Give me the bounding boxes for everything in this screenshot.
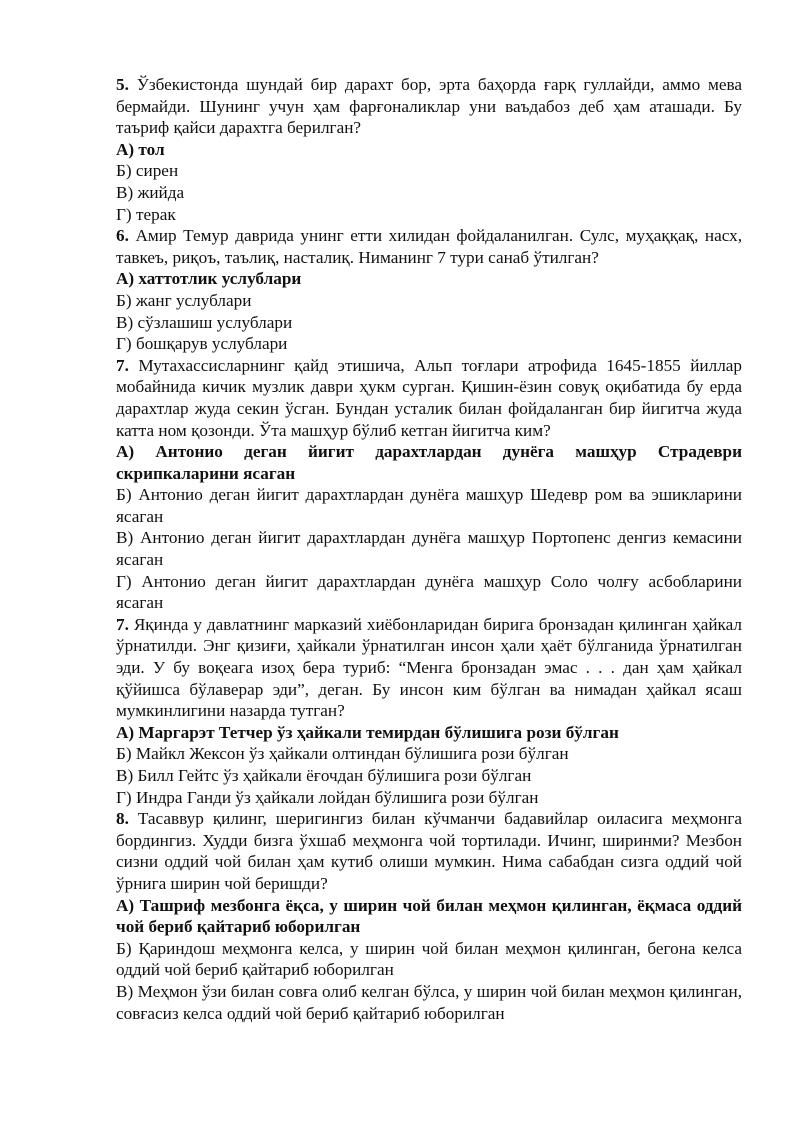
question-number: 7.	[116, 614, 129, 634]
answer-option: В) Антонио деган йигит дарахтлардан дунёга машҳур Портопенс денгиз кемасини ясаган	[116, 528, 742, 570]
answer-option: Б) Майкл Жексон ўз ҳайкали олтиндан бўлишига рози бўлган	[116, 744, 569, 764]
answer-option: Б) Антонио деган йигит дарахтлардан дунёга машҳур Шедевр ром ва эшикларини ясаган	[116, 485, 742, 526]
question-text: 6. Амир Темур даврида унинг етти хилидан фойдаланилган. Сулс, муҳаққақ, насх, тавкеъ, риқоъ, таълиқ, насталиқ. Ниманинг 7 тури санаб ўтилган?	[116, 226, 743, 267]
answer-option: Г) Антонио деган йигит дарахтлардан дунёга машҳур Соло чолғу асбобларини ясаган	[116, 571, 742, 613]
document-page	[116, 74, 742, 1024]
answer-option: В) Меҳмон ўзи билан совға олиб келган бўлса, у ширин чой билан меҳмон қилинган, совғасиз келса оддий чой бериб қайтариб юборилган	[116, 981, 742, 1023]
answer-option: Б) сирен	[116, 161, 179, 181]
question-number: 5.	[116, 75, 129, 94]
question-number: 8.	[116, 809, 129, 829]
answer-option-correct: А) Антонио деган йигит дарахтлардан дунёга машҳур Страдеври скрипкаларини ясаган	[116, 442, 742, 483]
answer-option: Б) жанг услублари	[116, 290, 252, 310]
question-block	[116, 74, 742, 225]
answer-option-correct: А) Маргарэт Тетчер ўз ҳайкали темирдан бўлишига рози бўлган	[116, 722, 619, 742]
question-text: 5. Ўзбекистонда шундай бир дарахт бор, эрта баҳорда ғарқ гуллайди, аммо мева бермайди. Шунинг учун ҳам фарғоналиклар уни ваъдабоз деб ҳам аташади. Бу таъриф қайси дарахтга берилган?	[116, 75, 743, 138]
answer-option: В) Билл Гейтс ўз ҳайкали ёғочдан бўлишига рози бўлган	[116, 766, 532, 785]
question-block	[116, 225, 742, 355]
answer-option-correct: А) Ташриф мезбонга ёқса, у ширин чой билан меҳмон қилинган, ёқмаса оддий чой бериб қайтариб юборилган	[116, 895, 742, 937]
answer-option-correct: А) хаттотлик услублари	[116, 269, 302, 289]
answer-option: Г) бошқарув услублари	[116, 334, 288, 354]
question-block	[116, 614, 742, 808]
answer-option: Г) терак	[116, 204, 176, 224]
answer-option-correct: А) тол	[116, 139, 165, 159]
answer-option: Б) Қариндош меҳмонга келса, у ширин чой билан меҳмон қилинган, бегона келса оддий чой бериб қайтариб юборилган	[116, 938, 742, 980]
question-text: 8. Тасаввур қилинг, шеригингиз билан кўчманчи бадавийлар оиласига меҳмонга бордингиз. Худди бизга ўхшаб меҳмонга чой тортилади. Ичинг, ширинми? Мезбон сизни оддий чой билан ҳам кутиб олиши мумкин. Нима сабабдан сизга оддий чой ўрнига ширин чой беришди?	[116, 809, 743, 893]
question-number: 7.	[116, 355, 129, 375]
question-block	[116, 808, 742, 1024]
answer-option: Г) Индра Ганди ўз ҳайкали лойдан бўлишига рози бўлган	[116, 787, 539, 807]
answer-option: В) сўзлашиш услублари	[116, 312, 293, 332]
question-block	[116, 355, 742, 614]
question-text: 7. Яқинда у давлатнинг марказий хиёбонларидан бирига бронзадан қилинган ҳайкал ўрнатилди. Энг қизиғи, ҳайкали ўрнатилган инсон ҳали ҳаёт бўлганида ўрнатилган эди. У бу воқеага изоҳ бера туриб: “Менга бронзадан эмас . . . дан ҳам ҳайкал қўйишса бўлаверар эди”, деган. Бу инсон ким бўлган ва нимадан ҳайкал ясаш мумкинлигини назарда тутган?	[116, 614, 742, 721]
answer-option: В) жийда	[116, 182, 185, 202]
question-number: 6.	[116, 226, 129, 246]
question-text: 7. Мутахассисларнинг қайд этишича, Альп тоғлари атрофида 1645-1855 йиллар мобайнида кичик музлик даври ҳукм сурган. Қишин-ёзин совуқ оқибатида бу ерда дарахтлар жуда секин ўсган. Бундан усталик билан фойдаланган бир йигитча жуда катта ном қозонди. Ўта машҳур бўлиб кетган йигитча ким?	[116, 355, 743, 440]
